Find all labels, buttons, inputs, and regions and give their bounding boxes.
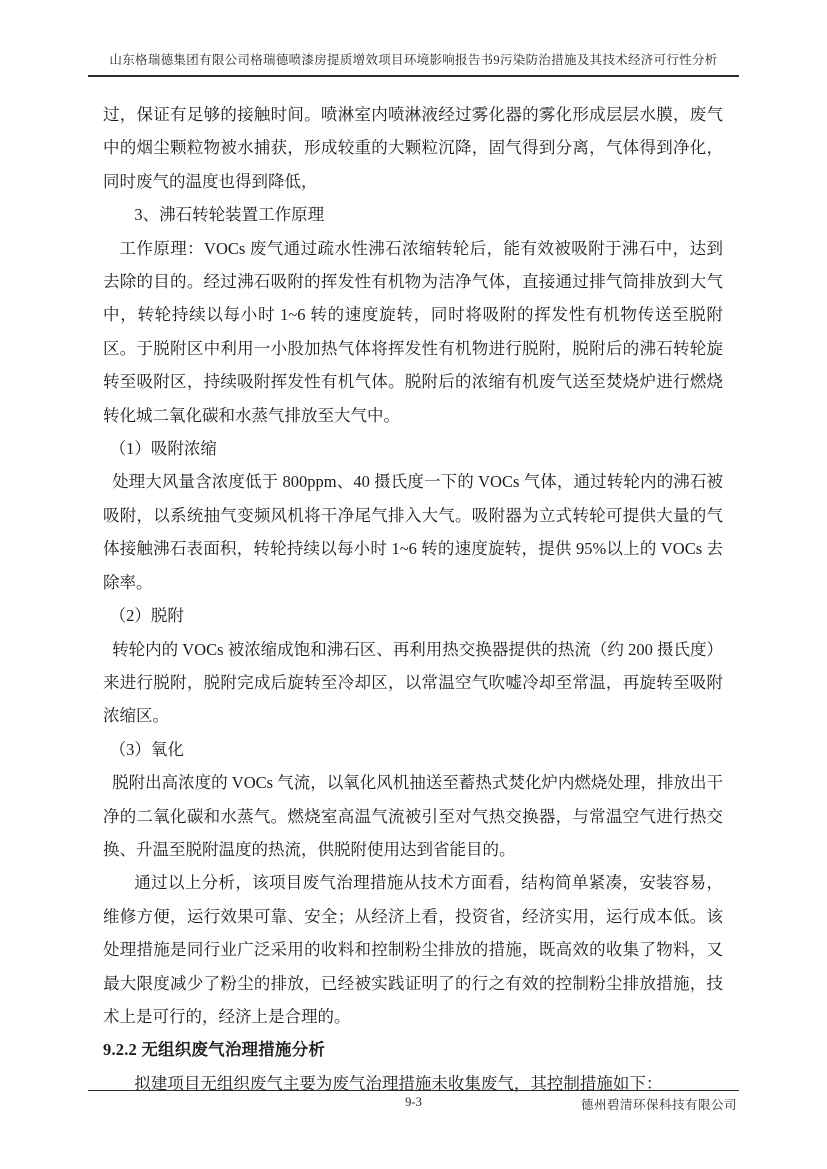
footer-company-name: 德州碧清环保科技有限公司 [580,1098,737,1112]
item-heading-desorption: （2）脱附 [109,606,184,626]
paragraph-desorption: 转轮内的 VOCs 被浓缩成饱和沸石区、再利用热交换器提供的热流（约 200 摄氏度）来进行脱附，脱附完成后旋转至冷却区，以常温空气吹嘘冷却至常温，再旋转至吸附浓缩区。 [103,639,723,726]
page-number: 9-3 [405,1095,422,1109]
item-heading-oxidation: （3）氧化 [109,739,184,759]
paragraph-adsorption: 处理大风量含浓度低于 800ppm、40 摄氏度一下的 VOCs 气体，通过转轮内的沸石被吸附，以系统抽气变频风机将干净尾气排入大气。吸附器为立式转轮可提供大量的气体接触沸石表面积，转轮持续以每小时 1~6 转的速度旋转，提供 95%以上的 VOCs 去除率。 [103,472,723,592]
paragraph-fugitive-emissions: 拟建项目无组织废气主要为废气治理措施未收集废气，其控制措施如下： [134,1073,663,1093]
paragraph-working-principle: 工作原理：VOCs 废气通过疏水性沸石浓缩转轮后，能有效被吸附于沸石中，达到去除的目的。经过沸石吸附的挥发性有机物为洁净气体，直接通过排气筒排放到大气中，转轮持续以每小时 1~6 转的速度旋转，同时将吸附的挥发性有机物传送至脱附区。于脱附区中利用一小股加热气体将挥发性有机物进行脱附，脱附后的沸石转轮旋转至吸附区，持续吸附挥发性有机气体。脱附后的浓缩有机废气送至焚烧炉进行燃烧转化城二氧化碳和水蒸气排放至大气中。 [103,238,723,425]
paragraph-oxidation: 脱附出高浓度的 VOCs 气流，以氧化风机抽送至蓄热式焚化炉内燃烧处理，排放出干净的二氧化碳和水蒸气。燃烧室高温气流被引至对气热交换器，与常温空气进行热交换、升温至脱附温度的热流，供脱附使用达到省能目的。 [103,773,723,859]
document-body [103,98,723,1100]
section-heading-9-2-2: 9.2.2 无组织废气治理措施分析 [103,1040,326,1060]
page-footer [88,1090,739,1116]
page-header [88,52,739,77]
item-heading-adsorption: （1）吸附浓缩 [109,439,217,459]
paragraph-analysis-conclusion: 通过以上分析，该项目废气治理措施从技术方面看，结构简单紧凑，安装容易，维修方便，运行效果可靠、安全；从经济上看，投资省，经济实用，运行成本低。该处理措施是同行业广泛采用的收料和控制粉尘排放的措施，既高效的收集了物料，又最大限度减少了粉尘的排放，已经被实践证明了的行之有效的控制粉尘排放措施，技术上是可行的，经济上是合理的。 [103,873,723,1026]
header-title: 山东格瑞德集团有限公司格瑞德喷漆房提质增效项目环境影响报告书9污染防治措施及其技术经济可行性分析 [109,53,718,67]
paragraph-continuation: 过，保证有足够的接触时间。喷淋室内喷淋液经过雾化器的雾化形成层层水膜，废气中的烟尘颗粒物被水捕获，形成较重的大颗粒沉降，固气得到分离，气体得到净化，同时废气的温度也得到降低， [103,105,723,191]
subheading-zeolite-wheel: 3、沸石转轮装置工作原理 [134,205,325,225]
